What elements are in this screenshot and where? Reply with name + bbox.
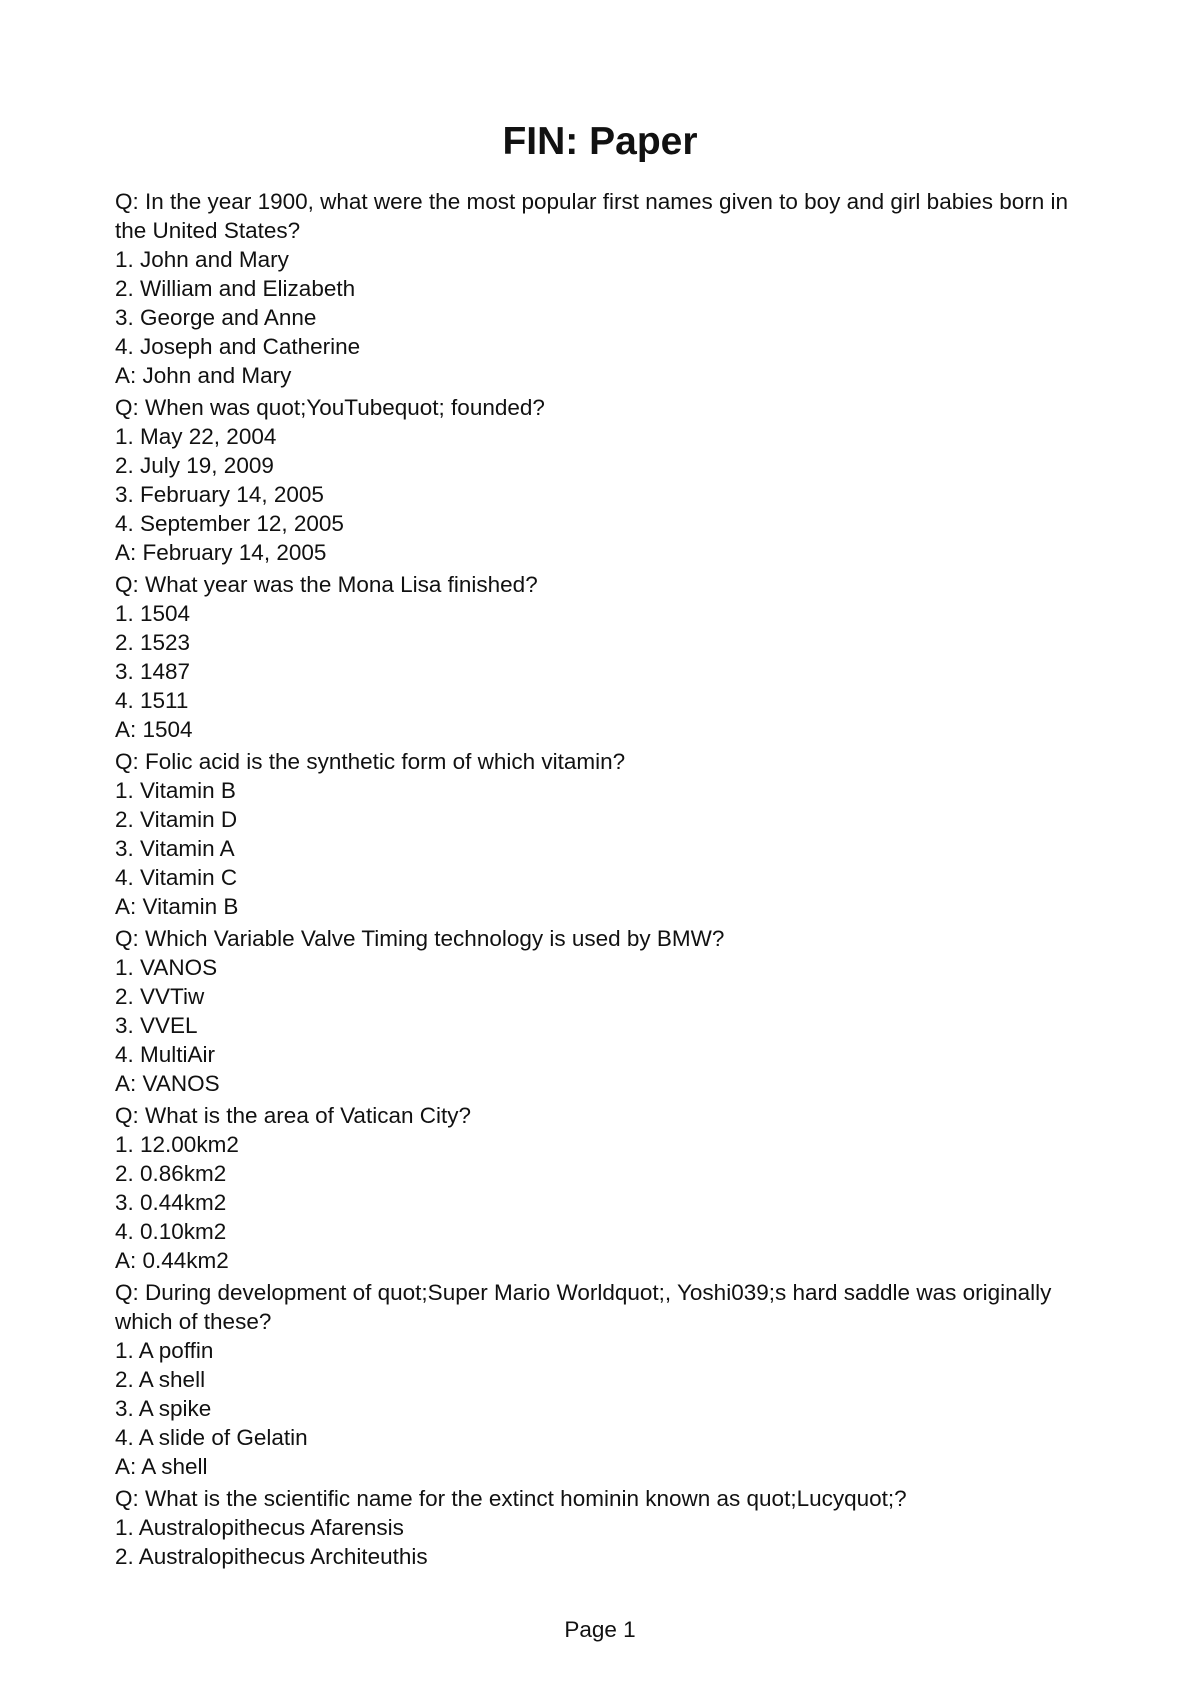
question-text: Q: What is the area of Vatican City? (115, 1103, 471, 1128)
answer-option: 1. Vitamin B (115, 778, 236, 803)
answer-option: 1. A poffin (115, 1338, 214, 1363)
answer-option: 3. George and Anne (115, 305, 317, 330)
correct-answer: A: Vitamin B (115, 894, 239, 919)
answer-option: 1. John and Mary (115, 247, 289, 272)
question-block (115, 1278, 1075, 1481)
document-title: FIN: Paper (502, 120, 698, 163)
question-text: Q: In the year 1900, what were the most popular first names given to boy and girl babies born in the United States? (115, 189, 1075, 243)
question-block (115, 747, 1075, 921)
question-block (115, 1101, 1075, 1275)
correct-answer: A: VANOS (115, 1071, 220, 1096)
answer-option: 1. May 22, 2004 (115, 424, 277, 449)
answer-option: 2. 0.86km2 (115, 1161, 227, 1186)
answer-option: 1. VANOS (115, 955, 218, 980)
correct-answer: A: A shell (115, 1454, 208, 1479)
question-block (115, 393, 1075, 567)
answer-option: 2. Vitamin D (115, 807, 238, 832)
answer-option: 2. Australopithecus Architeuthis (115, 1544, 428, 1569)
answer-option: 3. Vitamin A (115, 836, 235, 861)
page-number: Page 1 (564, 1617, 636, 1642)
answer-option: 4. A slide of Gelatin (115, 1425, 308, 1450)
answer-option: 2. 1523 (115, 630, 191, 655)
question-text: Q: Which Variable Valve Timing technology is used by BMW? (115, 926, 725, 951)
answer-option: 3. February 14, 2005 (115, 482, 324, 507)
answer-option: 3. A spike (115, 1396, 212, 1421)
answer-option: 2. A shell (115, 1367, 206, 1392)
question-block (115, 924, 1075, 1098)
correct-answer: A: John and Mary (115, 363, 292, 388)
correct-answer: A: February 14, 2005 (115, 540, 327, 565)
question-block (115, 1484, 1075, 1571)
answer-option: 1. 12.00km2 (115, 1132, 239, 1157)
question-text: Q: During development of quot;Super Mario Worldquot;, Yoshi039;s hard saddle was originally which of these? (115, 1280, 1058, 1334)
question-text: Q: What is the scientific name for the extinct hominin known as quot;Lucyquot;? (115, 1486, 907, 1511)
answer-option: 2. July 19, 2009 (115, 453, 274, 478)
answer-option: 3. 0.44km2 (115, 1190, 227, 1215)
question-text: Q: When was quot;YouTubequot; founded? (115, 395, 545, 420)
answer-option: 1. 1504 (115, 601, 191, 626)
answer-option: 4. Joseph and Catherine (115, 334, 361, 359)
answer-option: 4. September 12, 2005 (115, 511, 344, 536)
answer-option: 4. 0.10km2 (115, 1219, 227, 1244)
answer-option: 4. 1511 (115, 688, 189, 713)
answer-option: 1. Australopithecus Afarensis (115, 1515, 404, 1540)
question-text: Q: What year was the Mona Lisa finished? (115, 572, 538, 597)
answer-option: 3. VVEL (115, 1013, 198, 1038)
question-block (115, 187, 1075, 390)
question-block (115, 570, 1075, 744)
correct-answer: A: 0.44km2 (115, 1248, 229, 1273)
answer-option: 3. 1487 (115, 659, 191, 684)
answer-option: 2. VVTiw (115, 984, 205, 1009)
answer-option: 4. Vitamin C (115, 865, 238, 890)
answer-option: 4. MultiAir (115, 1042, 216, 1067)
quiz-content (115, 187, 1075, 1571)
answer-option: 2. William and Elizabeth (115, 276, 356, 301)
correct-answer: A: 1504 (115, 717, 193, 742)
question-text: Q: Folic acid is the synthetic form of which vitamin? (115, 749, 626, 774)
